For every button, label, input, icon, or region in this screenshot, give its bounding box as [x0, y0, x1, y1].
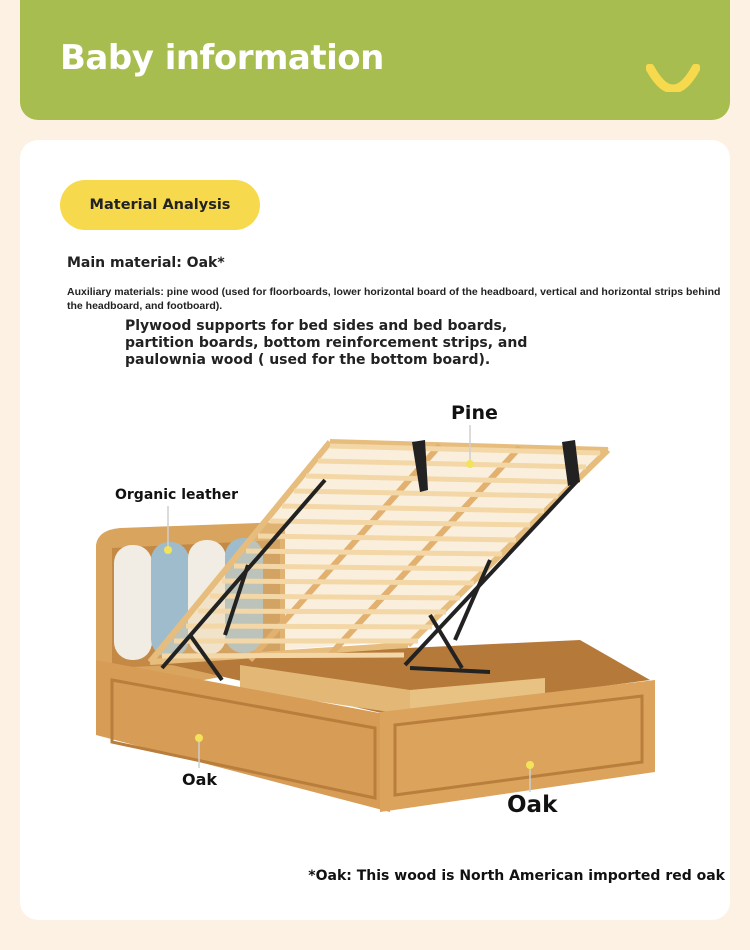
- oak-left-label: Oak: [182, 770, 218, 789]
- page-title: Baby information: [60, 38, 384, 78]
- main-material-text: Main material: Oak*: [67, 255, 225, 271]
- plywood-text: Plywood supports for bed sides and bed boards, partition boards, bottom reinforcement strips, and paulownia wood ( used for the bottom board).: [125, 318, 528, 368]
- section-pill: Material Analysis: [60, 180, 260, 230]
- pine-label: Pine: [451, 402, 498, 424]
- oak-right-label: Oak: [507, 792, 558, 818]
- oak-footnote: *Oak: This wood is North American imported red oak: [308, 868, 725, 884]
- auxiliary-material-text: Auxiliary materials: pine wood (used for floorboards, lower horizontal board of the headboard, vertical and horizontal strips behind the headboard, and footboard).: [67, 286, 721, 312]
- organic-leather-label: Organic leather: [115, 487, 239, 503]
